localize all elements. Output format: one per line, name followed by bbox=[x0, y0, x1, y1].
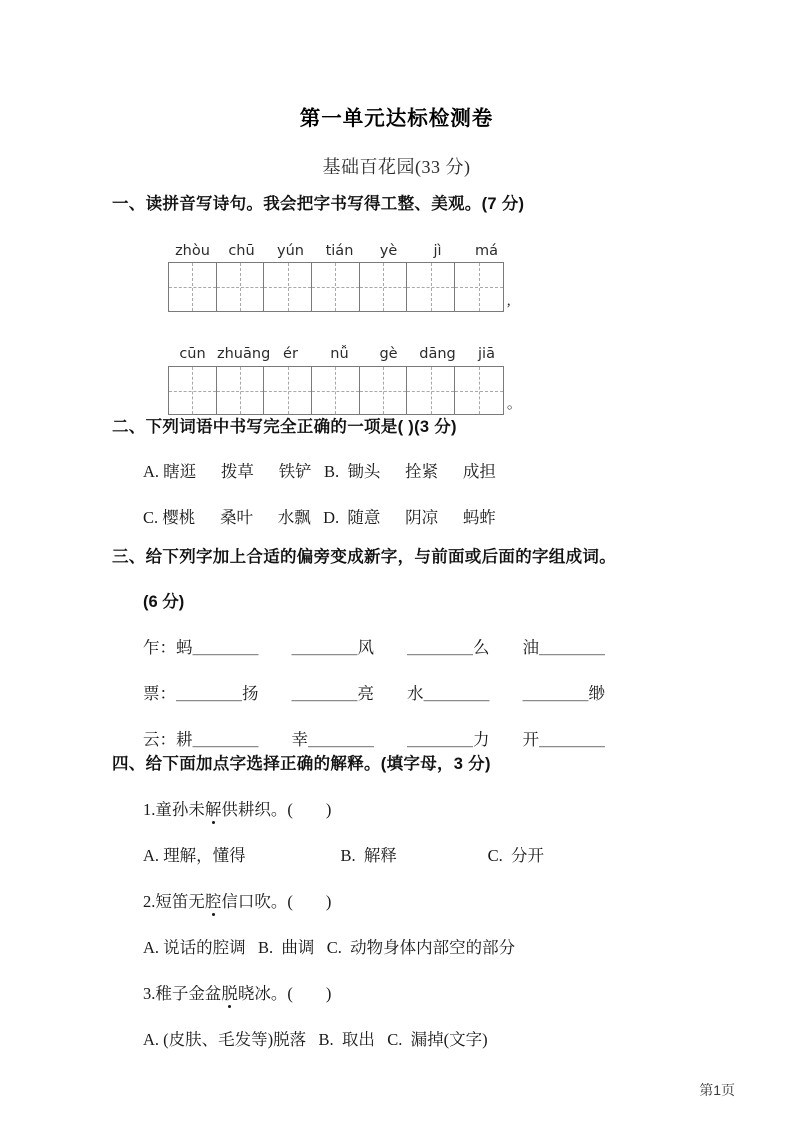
question-3-heading: 三、给下列字加上合适的偏旁变成新字，与前面或后面的字组成词。 bbox=[112, 548, 616, 566]
writing-cell[interactable] bbox=[264, 263, 312, 311]
writing-cell[interactable] bbox=[407, 263, 455, 311]
explanation-item-2-sentence[interactable] bbox=[0, 888, 793, 912]
pinyin-block-2 bbox=[0, 338, 793, 416]
line-punctuation: 。 bbox=[506, 396, 522, 413]
writing-grid-wrapper-2 bbox=[168, 366, 793, 416]
question-3-heading-points: (6 分) bbox=[143, 593, 185, 611]
item-number: 1. bbox=[143, 800, 156, 819]
pinyin-syllable: yè bbox=[379, 242, 398, 259]
explanation-item-3-answers[interactable]: A. (皮肤、毛发等)脱落 B. 取出 C. 漏掉(文字) bbox=[143, 1030, 488, 1049]
dotted-char: 脱 bbox=[221, 980, 238, 1004]
writing-cell[interactable] bbox=[455, 367, 503, 415]
writing-cell[interactable] bbox=[169, 367, 217, 415]
tianzige-grid-2[interactable] bbox=[168, 366, 504, 416]
writing-grid-wrapper-1 bbox=[168, 262, 793, 312]
pinyin-syllable: cūn bbox=[179, 346, 206, 363]
pinyin-row-1 bbox=[168, 234, 793, 258]
sentence-after: 供耕织。( ) bbox=[221, 800, 332, 819]
writing-cell[interactable] bbox=[312, 367, 360, 415]
sentence-before: 童孙未 bbox=[155, 800, 205, 819]
pinyin-syllable: nǚ bbox=[330, 346, 349, 363]
question-2-options bbox=[0, 458, 793, 528]
explanation-item-1-sentence[interactable] bbox=[0, 796, 793, 820]
pinyin-syllable: yún bbox=[277, 242, 304, 259]
sentence-before: 短笛无 bbox=[155, 892, 205, 911]
pinyin-row-2 bbox=[168, 338, 793, 362]
pinyin-syllable: chū bbox=[228, 242, 255, 259]
pinyin-syllable: zhòu bbox=[175, 242, 210, 259]
page-number-footer: 第1页 bbox=[699, 1082, 735, 1098]
explanation-item-1-answers[interactable]: A. 理解，懂得 B. 解释 C. 分开 bbox=[143, 846, 545, 865]
question-1-heading: 一、读拼音写诗句。我会把字书写得工整、美观。(7 分) bbox=[112, 195, 525, 213]
sentence-after: 信口吹。( ) bbox=[221, 892, 332, 911]
question-4 bbox=[0, 750, 793, 1050]
dotted-char: 解 bbox=[205, 796, 222, 820]
sentence-before: 稚子金盆 bbox=[155, 984, 222, 1003]
option-row[interactable]: C. 樱桃 桑叶 水飘 D. 随意 阴凉 蚂蚱 bbox=[143, 508, 496, 527]
writing-cell[interactable] bbox=[217, 367, 265, 415]
sentence-after: 晓冰。( ) bbox=[237, 984, 332, 1003]
question-4-heading: 四、给下面加点字选择正确的解释。(填字母，3 分) bbox=[112, 755, 491, 773]
item-number: 3. bbox=[143, 984, 156, 1003]
question-2-heading: 二、下列词语中书写完全正确的一项是( )(3 分) bbox=[112, 418, 457, 436]
pinyin-block-1 bbox=[0, 234, 793, 312]
pinyin-syllable: jì bbox=[433, 242, 442, 259]
option-row[interactable]: A. 瞎逛 拨草 铁铲 B. 锄头 拴紧 成担 bbox=[143, 462, 496, 481]
writing-cell[interactable] bbox=[312, 263, 360, 311]
radical-row[interactable]: 票：＿＿＿＿扬 ＿＿＿＿亮 水＿＿＿＿ ＿＿＿＿缈 bbox=[143, 684, 605, 703]
item-number: 2. bbox=[143, 892, 156, 911]
question-3 bbox=[0, 543, 793, 750]
dotted-char: 腔 bbox=[205, 888, 222, 912]
writing-cell[interactable] bbox=[360, 367, 408, 415]
writing-cell[interactable] bbox=[360, 263, 408, 311]
radical-row[interactable]: 云：耕＿＿＿＿ 幸＿＿＿＿ ＿＿＿＿力 开＿＿＿＿ bbox=[143, 730, 605, 749]
question-1 bbox=[0, 190, 793, 415]
radical-rows bbox=[0, 634, 793, 750]
radical-row[interactable]: 乍：蚂＿＿＿＿ ＿＿＿＿风 ＿＿＿＿么 油＿＿＿＿ bbox=[143, 638, 605, 657]
writing-cell[interactable] bbox=[407, 367, 455, 415]
writing-cell[interactable] bbox=[217, 263, 265, 311]
pinyin-syllable: zhuāng bbox=[217, 346, 271, 363]
pinyin-syllable: tián bbox=[325, 242, 354, 259]
line-punctuation: , bbox=[506, 292, 511, 309]
pinyin-syllable: jiā bbox=[478, 346, 495, 363]
explanation-item-2-answers[interactable]: A. 说话的腔调 B. 曲调 C. 动物身体内部空的部分 bbox=[143, 938, 516, 957]
question-2 bbox=[0, 413, 793, 528]
page-title: 第一单元达标检测卷 bbox=[299, 107, 494, 130]
pinyin-syllable: dāng bbox=[419, 346, 456, 363]
pinyin-syllable: gè bbox=[379, 346, 398, 363]
tianzige-grid-1[interactable] bbox=[168, 262, 504, 312]
explanation-item-3-sentence[interactable] bbox=[0, 980, 793, 1004]
page-subtitle: 基础百花园(33 分) bbox=[322, 157, 471, 177]
writing-cell[interactable] bbox=[169, 263, 217, 311]
pinyin-syllable: má bbox=[474, 242, 498, 259]
writing-cell[interactable] bbox=[264, 367, 312, 415]
pinyin-syllable: ér bbox=[283, 346, 298, 363]
writing-cell[interactable] bbox=[455, 263, 503, 311]
